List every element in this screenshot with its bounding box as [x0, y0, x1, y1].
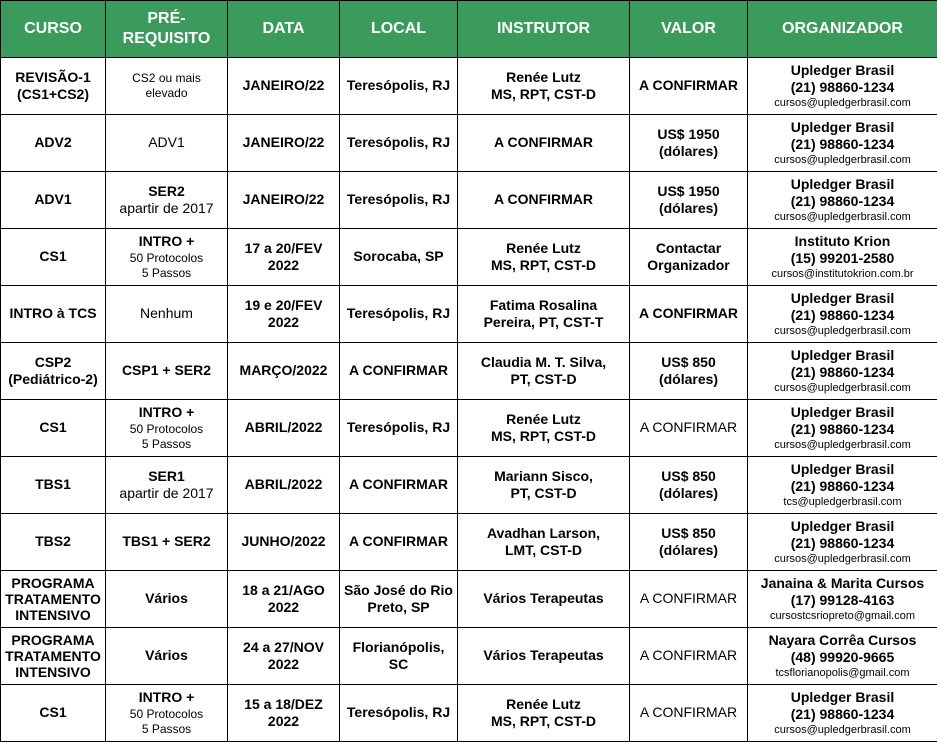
instrutor-cell	[458, 628, 630, 685]
curso-cell	[1, 628, 106, 685]
prerequisito-cell-line: ADV1	[148, 134, 185, 151]
data-cell	[228, 400, 340, 457]
table-row	[1, 400, 937, 457]
prerequisito-cell-line: 50 Protocolos	[129, 421, 204, 436]
organizador-email: cursos@upledgerbrasil.com	[774, 723, 911, 736]
prerequisito-cell	[106, 400, 228, 457]
instrutor-cell	[458, 229, 630, 286]
header-row	[1, 1, 937, 58]
organizador-phone: (21) 98860-1234	[790, 364, 895, 381]
prerequisito-cell-line: INTRO +	[138, 233, 195, 250]
instrutor-cell	[458, 571, 630, 628]
curso-cell-line: CS1	[39, 704, 67, 721]
prerequisito-cell	[106, 685, 228, 742]
valor-cell-line: US$ 850	[661, 524, 716, 541]
organizador-name: Instituto Krion	[794, 232, 891, 249]
data-cell-line: 19 e 20/FEV	[244, 296, 323, 313]
instrutor-cell-line: Renée Lutz	[506, 68, 581, 85]
organizador-phone: (48) 99920-9665	[790, 649, 895, 666]
organizador-email: cursos@upledgerbrasil.com	[774, 438, 911, 451]
organizador-phone: (17) 99128-4163	[790, 592, 895, 609]
prerequisito-cell	[106, 286, 228, 343]
data-cell-line: 2022	[267, 656, 300, 672]
organizador-phone: (21) 98860-1234	[790, 79, 895, 96]
local-cell-line: SC	[388, 656, 409, 672]
curso-cell	[1, 286, 106, 343]
valor-cell-line: A CONFIRMAR	[638, 77, 739, 94]
organizador-name: Upledger Brasil	[790, 289, 895, 306]
valor-cell-line: US$ 850	[661, 353, 716, 370]
data-cell-line: 2022	[267, 713, 300, 729]
table-row	[1, 685, 937, 742]
local-cell-line: São José do Rio	[344, 581, 453, 598]
instrutor-cell-line: Claudia M. T. Silva,	[480, 353, 607, 370]
data-cell-line: JANEIRO/22	[242, 191, 325, 208]
local-cell-line: Teresópolis, RJ	[346, 419, 451, 436]
valor-cell	[630, 400, 748, 457]
organizador-cell	[748, 115, 937, 172]
curso-cell-line: INTRO à TCS	[9, 305, 97, 322]
local-cell-line: Preto, SP	[367, 599, 430, 615]
table-row	[1, 514, 937, 571]
instrutor-cell	[458, 286, 630, 343]
curso-cell-line: PROGRAMA	[11, 574, 95, 591]
header-curso: CURSO	[1, 1, 106, 58]
instrutor-cell-line: Renée Lutz	[506, 410, 581, 427]
valor-cell-line: (dólares)	[658, 485, 719, 501]
curso-cell-line: INTENSIVO	[15, 607, 91, 624]
organizador-cell	[748, 343, 937, 400]
organizador-name: Upledger Brasil	[790, 118, 895, 135]
curso-cell	[1, 58, 106, 115]
local-cell	[340, 514, 458, 571]
valor-cell-line: A CONFIRMAR	[639, 647, 738, 664]
instrutor-cell-line: MS, RPT, CST-D	[490, 86, 596, 102]
curso-cell	[1, 685, 106, 742]
organizador-cell	[748, 229, 937, 286]
data-cell-line: ABRIL/2022	[244, 476, 323, 493]
local-cell	[340, 685, 458, 742]
organizador-phone: (21) 98860-1234	[790, 193, 895, 210]
table-row	[1, 172, 937, 229]
curso-cell	[1, 115, 106, 172]
prerequisito-cell	[106, 343, 228, 400]
organizador-email: cursos@upledgerbrasil.com	[774, 552, 911, 565]
valor-cell-line: A CONFIRMAR	[639, 419, 738, 436]
curso-cell-line: CS1	[39, 419, 67, 436]
curso-cell-line: CS1	[39, 248, 67, 265]
instrutor-cell-line: Renée Lutz	[506, 239, 581, 256]
curso-cell-line: (CS1+CS2)	[17, 86, 89, 102]
organizador-phone: (21) 98860-1234	[790, 421, 895, 438]
instrutor-cell-line: Pereira, PT, CST-T	[483, 314, 604, 330]
data-cell	[228, 514, 340, 571]
valor-cell	[630, 115, 748, 172]
local-cell-line: Teresópolis, RJ	[346, 704, 451, 721]
data-cell	[228, 343, 340, 400]
header-organizador: ORGANIZADOR	[748, 1, 937, 58]
organizador-email: cursostcsriopreto@gmail.com	[769, 609, 916, 622]
table-row	[1, 343, 937, 400]
valor-cell-line: US$ 1950	[657, 182, 720, 199]
valor-cell	[630, 229, 748, 286]
organizador-email: cursos@upledgerbrasil.com	[774, 324, 911, 337]
prerequisito-cell-line: 5 Passos	[141, 721, 192, 736]
instrutor-cell	[458, 343, 630, 400]
local-cell	[340, 58, 458, 115]
valor-cell-line: (dólares)	[658, 200, 719, 216]
valor-cell-line: A CONFIRMAR	[639, 590, 738, 607]
header-pre-requisito-line: PRÉ-	[147, 10, 186, 27]
local-cell-line: Teresópolis, RJ	[346, 191, 451, 208]
organizador-name: Nayara Corrêa Cursos	[768, 631, 917, 648]
table-row	[1, 115, 937, 172]
data-cell-line: 24 a 27/NOV	[243, 638, 324, 655]
organizador-name: Upledger Brasil	[790, 346, 895, 363]
valor-cell	[630, 286, 748, 343]
data-cell-line: ABRIL/2022	[244, 419, 323, 436]
local-cell	[340, 400, 458, 457]
data-cell-line: 2022	[267, 314, 300, 330]
data-cell-line: 18 a 21/AGO	[242, 581, 325, 598]
curso-cell	[1, 229, 106, 286]
organizador-cell	[748, 628, 937, 685]
instrutor-cell-line: PT, CST-D	[510, 485, 577, 501]
organizador-email: cursos@upledgerbrasil.com	[774, 96, 911, 109]
local-cell-line: A CONFIRMAR	[348, 476, 449, 493]
organizador-name: Janaina & Marita Cursos	[760, 574, 925, 591]
instrutor-cell-line: Renée Lutz	[506, 695, 581, 712]
local-cell	[340, 286, 458, 343]
header-data: DATA	[228, 1, 340, 58]
curso-cell-line: TRATAMENTO	[5, 647, 101, 664]
local-cell-line: A CONFIRMAR	[348, 533, 449, 550]
instrutor-cell	[458, 115, 630, 172]
prerequisito-cell	[106, 172, 228, 229]
data-cell-line: JANEIRO/22	[242, 134, 325, 151]
instrutor-cell-line: Vários Terapeutas	[483, 590, 604, 607]
prerequisito-cell-line: 50 Protocolos	[129, 706, 204, 721]
prerequisito-cell-line: 5 Passos	[141, 436, 192, 451]
data-cell	[228, 58, 340, 115]
organizador-phone: (21) 98860-1234	[790, 535, 895, 552]
organizador-email: tcsflorianopolis@gmail.com	[775, 666, 910, 679]
data-cell-line: 2022	[267, 257, 300, 273]
data-cell	[228, 628, 340, 685]
curso-cell-line: ADV1	[34, 191, 72, 208]
organizador-email: cursos@institutokrion.com.br	[771, 267, 914, 280]
local-cell-line: Florianópolis,	[352, 638, 445, 655]
organizador-cell	[748, 58, 937, 115]
data-cell	[228, 571, 340, 628]
data-cell-line: 17 a 20/FEV	[244, 239, 323, 256]
prerequisito-cell-line: 50 Protocolos	[129, 250, 204, 265]
local-cell-line: Teresópolis, RJ	[346, 134, 451, 151]
prerequisito-cell	[106, 58, 228, 115]
prerequisito-cell-line: SER2	[148, 182, 185, 199]
instrutor-cell-line: Fatima Rosalina	[489, 296, 598, 313]
data-cell	[228, 286, 340, 343]
instrutor-cell-line: LMT, CST-D	[505, 542, 582, 558]
organizador-email: cursos@upledgerbrasil.com	[774, 153, 911, 166]
data-cell	[228, 685, 340, 742]
instrutor-cell-line: MS, RPT, CST-D	[490, 713, 596, 729]
valor-cell	[630, 343, 748, 400]
prerequisito-cell	[106, 457, 228, 514]
curso-cell-line: (Pediátrico-2)	[8, 371, 98, 387]
organizador-cell	[748, 286, 937, 343]
instrutor-cell	[458, 400, 630, 457]
prerequisito-cell-line: apartir de 2017	[119, 485, 214, 501]
local-cell	[340, 343, 458, 400]
organizador-name: Upledger Brasil	[790, 688, 895, 705]
prerequisito-cell-line: apartir de 2017	[119, 200, 214, 216]
instrutor-cell-line: Vários Terapeutas	[483, 647, 604, 664]
data-cell-line: JANEIRO/22	[242, 77, 325, 94]
valor-cell	[630, 457, 748, 514]
organizador-name: Upledger Brasil	[790, 403, 895, 420]
valor-cell	[630, 514, 748, 571]
organizador-name: Upledger Brasil	[790, 61, 895, 78]
organizador-name: Upledger Brasil	[790, 517, 895, 534]
valor-cell-line: US$ 1950	[657, 125, 720, 142]
instrutor-cell	[458, 172, 630, 229]
curso-cell-line: PROGRAMA	[11, 631, 95, 648]
valor-cell-line: (dólares)	[658, 371, 719, 387]
organizador-phone: (21) 98860-1234	[790, 478, 895, 495]
data-cell	[228, 457, 340, 514]
instrutor-cell	[458, 514, 630, 571]
local-cell	[340, 457, 458, 514]
prerequisito-cell-line: Vários	[145, 647, 188, 664]
valor-cell-line: A CONFIRMAR	[638, 305, 739, 322]
prerequisito-cell-line: INTRO +	[138, 689, 195, 706]
curso-cell	[1, 343, 106, 400]
organizador-cell	[748, 457, 937, 514]
table-row	[1, 58, 937, 115]
table-row	[1, 286, 937, 343]
prerequisito-cell-line: CSP1 + SER2	[121, 362, 212, 379]
local-cell	[340, 229, 458, 286]
local-cell	[340, 115, 458, 172]
curso-cell-line: TRATAMENTO	[5, 590, 101, 607]
organizador-email: cursos@upledgerbrasil.com	[774, 210, 911, 223]
instrutor-cell-line: A CONFIRMAR	[493, 134, 594, 151]
prerequisito-cell-line: Vários	[145, 590, 188, 607]
instrutor-cell	[458, 58, 630, 115]
organizador-phone: (21) 98860-1234	[790, 136, 895, 153]
organizador-email: cursos@upledgerbrasil.com	[774, 381, 911, 394]
organizador-cell	[748, 400, 937, 457]
local-cell	[340, 628, 458, 685]
data-cell	[228, 172, 340, 229]
valor-cell-line: Organizador	[647, 257, 730, 273]
header-valor: VALOR	[630, 1, 748, 58]
organizador-cell	[748, 685, 937, 742]
data-cell	[228, 115, 340, 172]
curso-cell-line: CSP2	[34, 353, 72, 370]
curso-cell	[1, 172, 106, 229]
curso-cell	[1, 571, 106, 628]
local-cell	[340, 571, 458, 628]
prerequisito-cell-line: TBS1 + SER2	[122, 533, 211, 550]
data-cell-line: MARÇO/2022	[239, 362, 328, 379]
valor-cell-line: (dólares)	[658, 542, 719, 558]
valor-cell-line: Contactar	[655, 239, 722, 256]
data-cell-line: 15 a 18/DEZ	[244, 695, 323, 712]
valor-cell	[630, 58, 748, 115]
local-cell	[340, 172, 458, 229]
prerequisito-cell	[106, 115, 228, 172]
prerequisito-cell-line: Nenhum	[140, 305, 193, 322]
valor-cell-line: (dólares)	[658, 143, 719, 159]
valor-cell	[630, 628, 748, 685]
instrutor-cell-line: PT, CST-D	[510, 371, 577, 387]
data-cell	[228, 229, 340, 286]
instrutor-cell-line: MS, RPT, CST-D	[490, 428, 596, 444]
table-row	[1, 229, 937, 286]
header-instrutor: INSTRUTOR	[458, 1, 630, 58]
organizador-cell	[748, 514, 937, 571]
curso-cell	[1, 400, 106, 457]
data-cell-line: JUNHO/2022	[241, 533, 326, 550]
curso-cell-line: TBS2	[35, 533, 71, 550]
organizador-phone: (15) 99201-2580	[790, 250, 895, 267]
curso-cell	[1, 457, 106, 514]
prerequisito-cell	[106, 514, 228, 571]
instrutor-cell-line: A CONFIRMAR	[493, 191, 594, 208]
header-pre-requisito-line: REQUISITO	[122, 30, 211, 47]
table-row	[1, 571, 937, 628]
header-pre-requisito	[106, 1, 228, 58]
organizador-phone: (21) 98860-1234	[790, 706, 895, 723]
prerequisito-cell	[106, 628, 228, 685]
organizador-name: Upledger Brasil	[790, 460, 895, 477]
curso-cell-line: TBS1	[35, 476, 71, 493]
organizador-phone: (21) 98860-1234	[790, 307, 895, 324]
table-row	[1, 457, 937, 514]
instrutor-cell-line: MS, RPT, CST-D	[490, 257, 596, 273]
prerequisito-cell	[106, 229, 228, 286]
local-cell-line: Teresópolis, RJ	[346, 305, 451, 322]
valor-cell-line: A CONFIRMAR	[639, 704, 738, 721]
curso-cell-line: ADV2	[34, 134, 72, 151]
organizador-name: Upledger Brasil	[790, 175, 895, 192]
local-cell-line: Sorocaba, SP	[353, 248, 444, 265]
data-cell-line: 2022	[267, 599, 300, 615]
organizador-email: tcs@upledgerbrasil.com	[783, 495, 902, 508]
prerequisito-cell-line: SER1	[148, 467, 185, 484]
table-body	[1, 58, 937, 742]
organizador-cell	[748, 172, 937, 229]
valor-cell	[630, 172, 748, 229]
instrutor-cell-line: Mariann Sisco,	[494, 467, 593, 484]
prerequisito-cell-line: elevado	[145, 86, 188, 100]
instrutor-cell	[458, 457, 630, 514]
local-cell-line: A CONFIRMAR	[348, 362, 449, 379]
prerequisito-cell-line: CS2 ou mais	[132, 71, 201, 85]
instrutor-cell-line: Avadhan Larson,	[486, 524, 601, 541]
header-local: LOCAL	[340, 1, 458, 58]
curso-cell	[1, 514, 106, 571]
valor-cell	[630, 685, 748, 742]
organizador-cell	[748, 571, 937, 628]
valor-cell	[630, 571, 748, 628]
prerequisito-cell-line: INTRO +	[138, 404, 195, 421]
prerequisito-cell-line: 5 Passos	[141, 265, 192, 280]
valor-cell-line: US$ 850	[661, 467, 716, 484]
prerequisito-cell	[106, 571, 228, 628]
curso-cell-line: REVISÃO-1	[15, 68, 91, 85]
table-row	[1, 628, 937, 685]
curso-cell-line: INTENSIVO	[15, 664, 91, 681]
instrutor-cell	[458, 685, 630, 742]
local-cell-line: Teresópolis, RJ	[346, 77, 451, 94]
